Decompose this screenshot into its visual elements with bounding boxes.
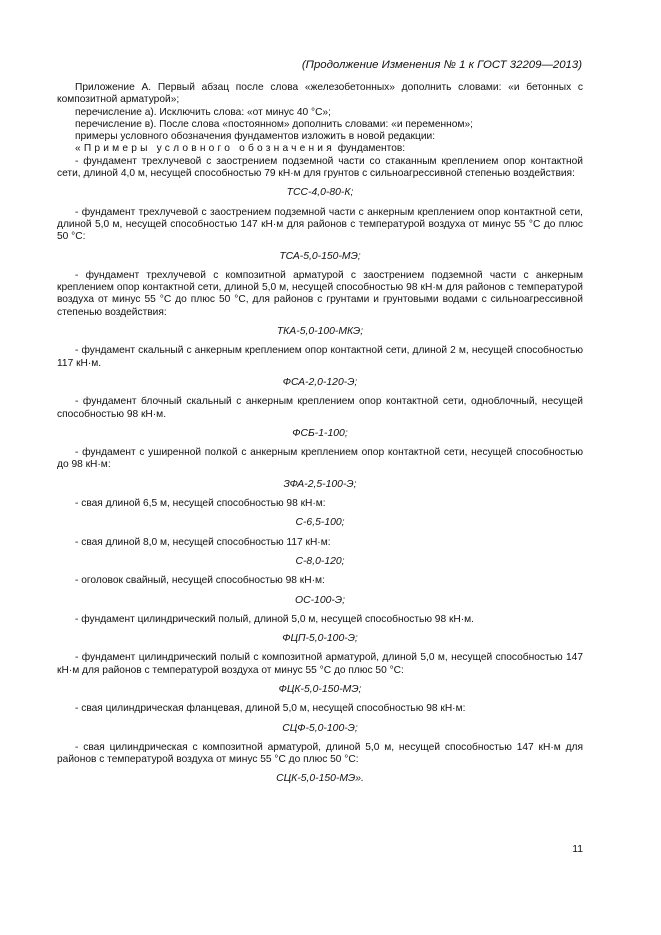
example-description: - фундамент с уширенной полкой с анкерным креплением опор контактной сети, несущей способностью до 98 кН·м: — [57, 447, 583, 471]
example-designation: СЦК-5,0-150-МЭ». — [276, 773, 364, 785]
document-body — [57, 82, 583, 786]
example-description: - свая длиной 6,5 м, несущей способностью 98 кН·м: — [75, 498, 326, 510]
example-description: - фундамент блочный скальный с анкерным креплением опор контактной сети, одноблочный, несущей способностью 98 кН·м. — [57, 396, 583, 420]
paragraph-appendix-a: Приложение А. Первый абзац после слова «железобетонных» дополнить словами: «и бетонных с композитной арматурой»; — [57, 82, 583, 106]
example-designation: С-8,0-120; — [295, 555, 345, 567]
example-designation: ФЦП-5,0-100-Э; — [282, 633, 358, 645]
example-description: - фундамент скальный с анкерным креплением опор контактной сети, длиной 2 м, несущей способностью 117 кН·м. — [57, 345, 583, 369]
example-designation: ФСБ-1-100; — [292, 427, 348, 439]
paragraph-examples-heading — [57, 143, 583, 155]
heading-tail-text: фундаментов: — [337, 143, 406, 155]
example-designation: ФСА-2,0-120-Э; — [282, 376, 358, 388]
example-description: - оголовок свайный, несущей способностью 98 кН·м: — [75, 575, 325, 587]
example-description: - свая цилиндрическая фланцевая, длиной 5,0 м, несущей способностью 98 кН·м: — [75, 703, 466, 715]
example-designation: ЗФА-2,5-100-Э; — [283, 478, 357, 490]
example-description: - свая цилиндрическая с композитной арматурой, длиной 5,0 м, несущей способностью 147 кН·м для районов с температурой воздуха от минус 55 °С до плюс 50 °С: — [57, 741, 583, 766]
example-description: - фундамент трехлучевой с композитной арматурой с заострением подземной части с анкерным креплением опор контактной сети, длиной 5,0 м, несущей способностью 98 кН·м для районов с температурой воздуха от минус 55 °С до плюс 50 °С, для районов с грунтами и грунтовыми водами с сильноагрессивной степенью воздействия: — [57, 269, 583, 318]
example-designation: ТСА-5,0-150-МЭ; — [279, 250, 361, 262]
page-number: 11 — [572, 844, 583, 855]
example-description: - фундамент трехлучевой с заострением подземной части со стаканным креплением опор контактной сети, длиной 4,0 м, несущей способностью 79 кН·м для грунтов с сильноагрессивной степенью воздействия: — [57, 155, 583, 180]
example-designation: ТКА-5,0-100-МКЭ; — [276, 326, 364, 338]
example-designation: СЦФ-5,0-100-Э; — [282, 722, 358, 734]
example-designation: ТСС-4,0-80-К; — [286, 187, 354, 199]
example-designation: С-6,5-100; — [295, 517, 345, 529]
example-description: - фундамент цилиндрический полый с композитной арматурой, длиной 5,0 м, несущей способностью 147 кН·м для районов с температурой воздуха от минус 55 °С до плюс 50 °С: — [57, 652, 583, 676]
paragraph-examples-intro: примеры условного обозначения фундаментов изложить в новой редакции: — [75, 131, 436, 143]
running-header: (Продолжение Изменения № 1 к ГОСТ 32209—2013) — [301, 59, 582, 71]
paragraph-item-v: перечисление в). После слова «постоянном» дополнить словами: «и переменном»; — [75, 118, 473, 130]
paragraph-item-a: перечисление а). Исключить слова: «от минус 40 °С»; — [75, 106, 331, 118]
example-description: - свая длиной 8,0 м, несущей способностью 117 кН·м: — [75, 536, 331, 548]
example-description: - фундамент трехлучевой с заострением подземной части с анкерным креплением опор контактной сети, длиной 5,0 м, несущей способностью 147 кН·м для районов с температурой воздуха от минус 55 °С до плюс 50 °С: — [57, 206, 583, 243]
spaced-heading-text: «Примеры условного обозначения — [75, 143, 335, 155]
example-designation: ФЦК-5,0-150-МЭ; — [278, 683, 362, 695]
example-designation: ОС-100-Э; — [295, 594, 345, 606]
example-description: - фундамент цилиндрический полый, длиной 5,0 м, несущей способностью 98 кН·м. — [75, 613, 475, 625]
